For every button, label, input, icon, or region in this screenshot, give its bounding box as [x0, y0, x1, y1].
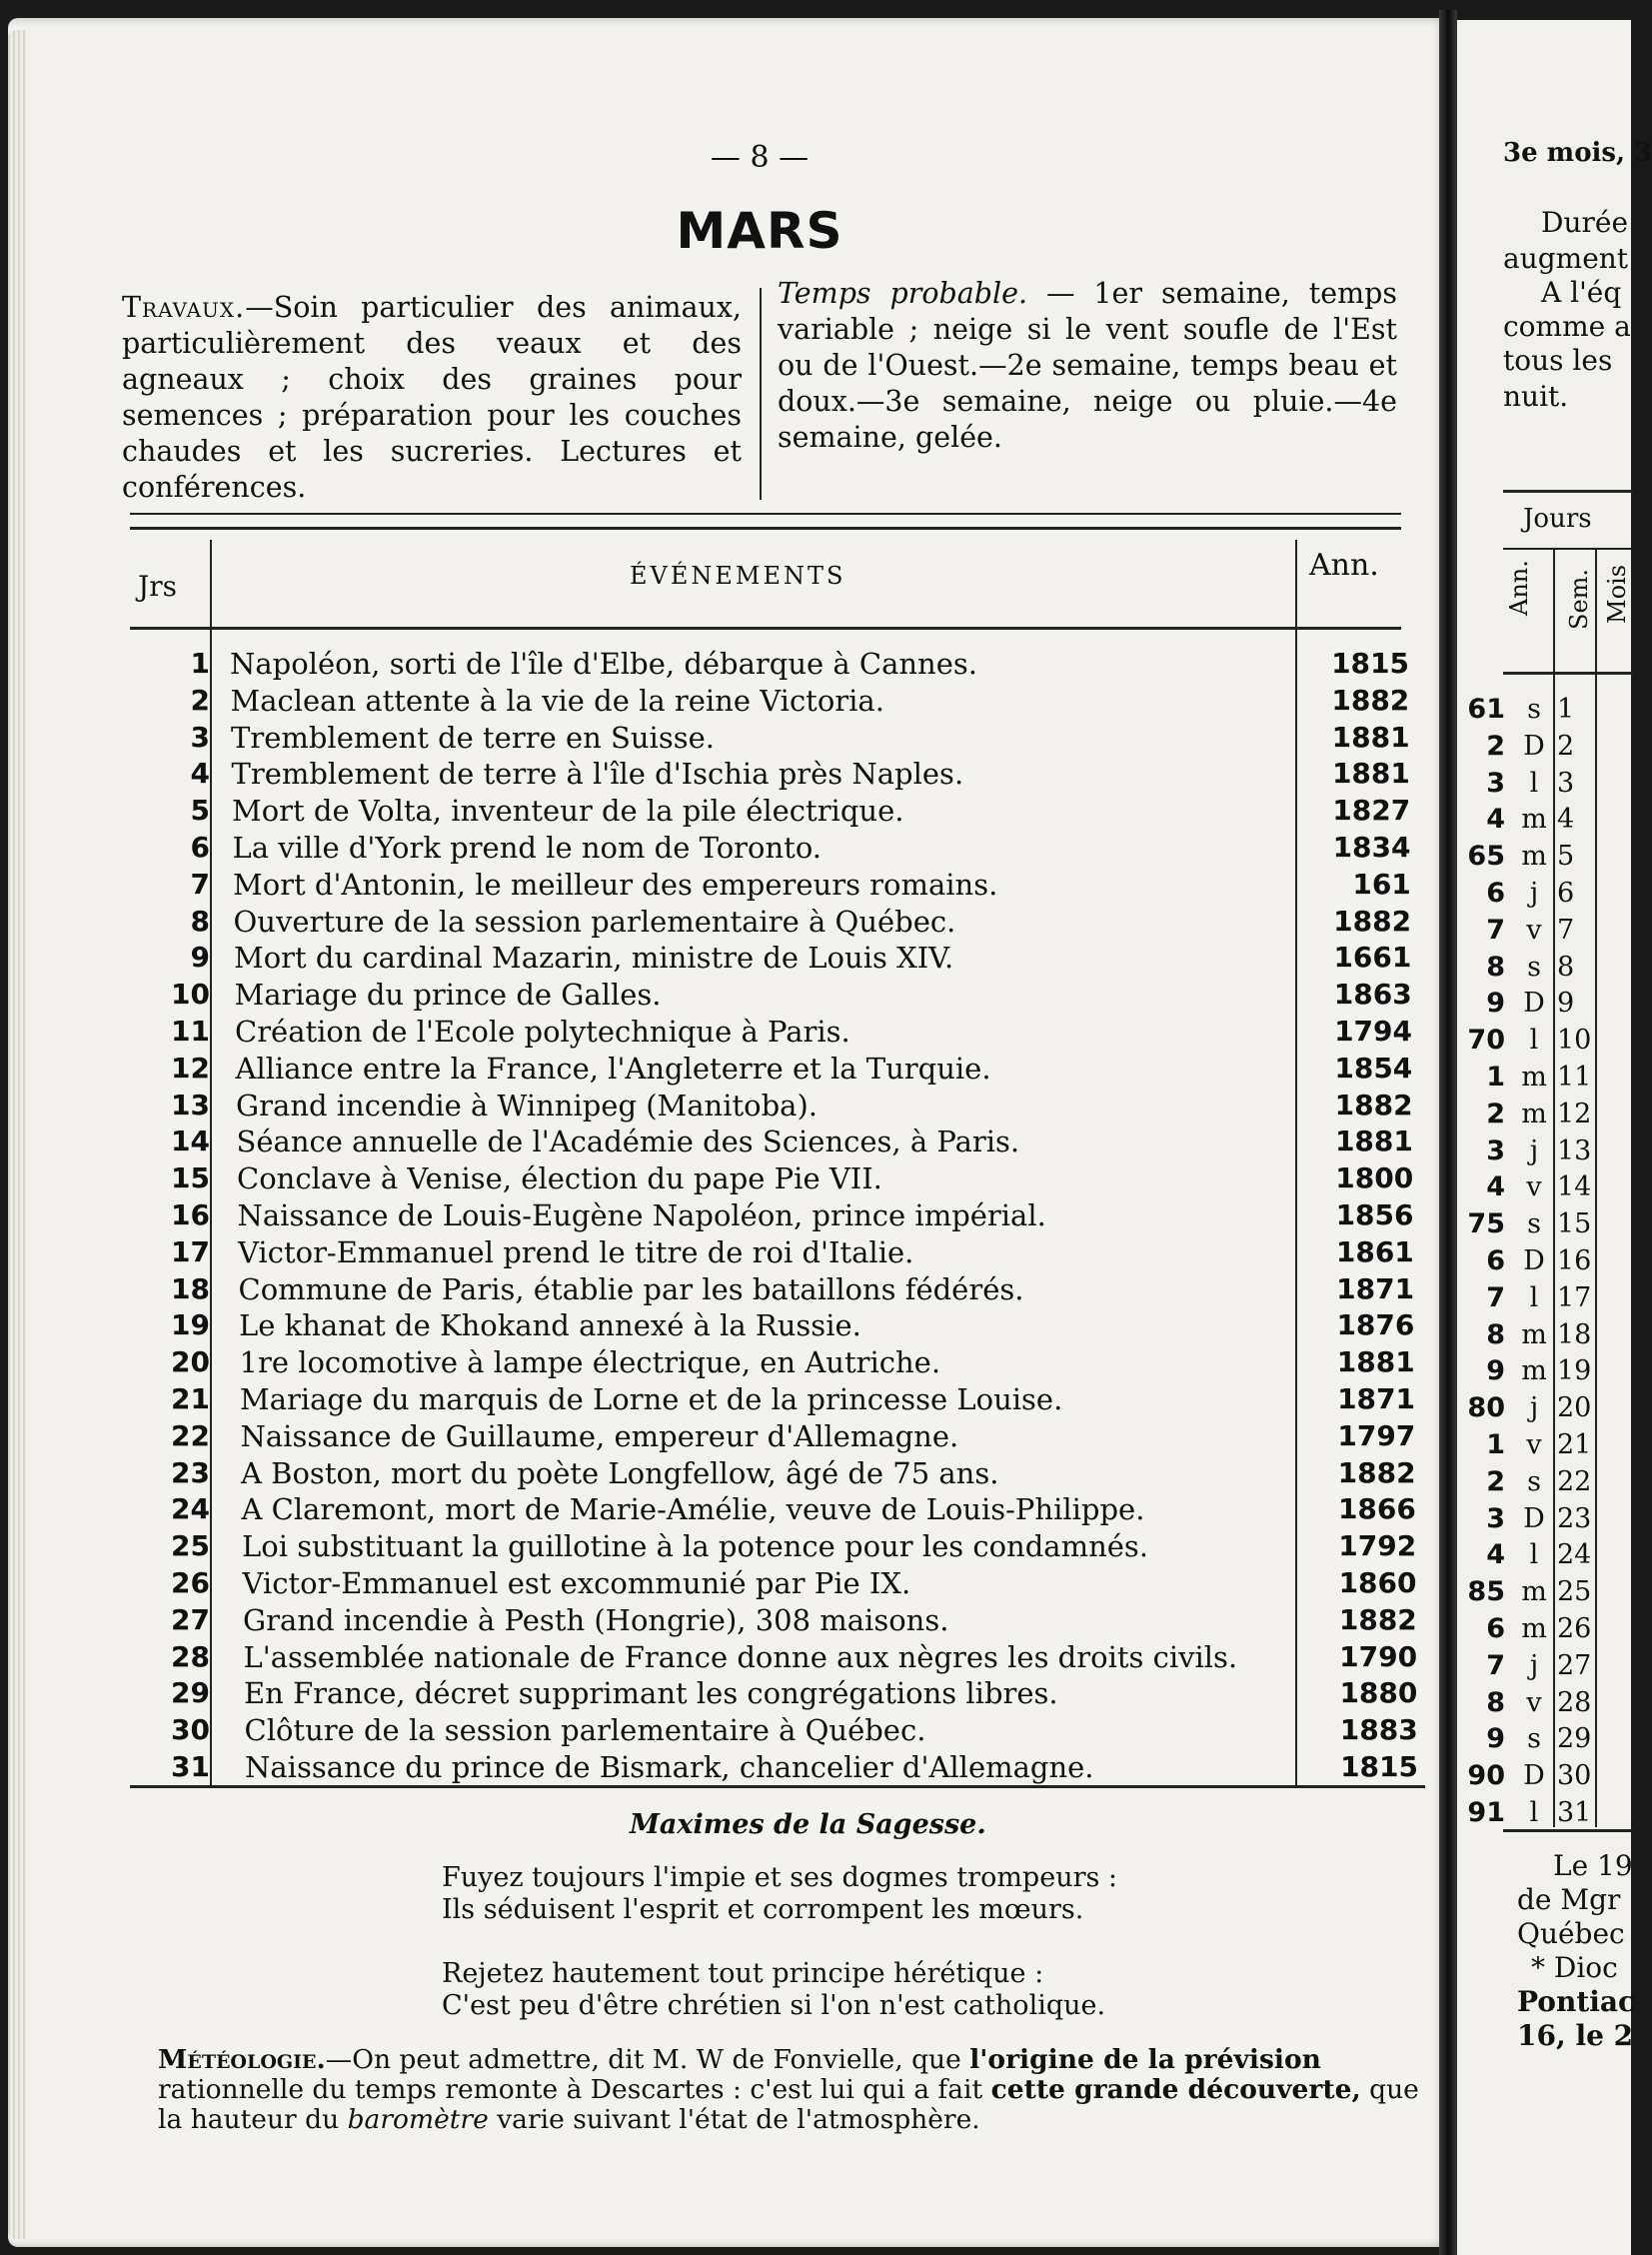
event-text: Naissance de Guillaume, empereur d'Allemagne.	[240, 1418, 959, 1453]
right-intro-line: tous les	[1503, 344, 1613, 377]
day-number: 12	[171, 1051, 210, 1085]
weekday: v	[1526, 1429, 1542, 1460]
ann-day: 9	[1486, 1723, 1505, 1755]
event-text: La ville d'York prend le nom de Toronto.	[232, 831, 823, 865]
event-year: 1882	[1334, 1088, 1413, 1122]
ann-day: 2	[1486, 730, 1505, 762]
right-col-header: Mois	[1603, 564, 1631, 624]
day-number: 17	[171, 1234, 210, 1268]
month-day: 5	[1557, 841, 1575, 873]
month-day: 20	[1557, 1392, 1592, 1424]
month-day: 6	[1557, 878, 1575, 909]
ann-day: 7	[1486, 914, 1505, 946]
day-number: 28	[171, 1639, 210, 1673]
right-intro-line: Durée	[1541, 206, 1629, 239]
weekday: j	[1529, 878, 1539, 909]
ann-day: 80	[1467, 1392, 1505, 1424]
weekday: m	[1521, 1098, 1547, 1129]
event-year: 1882	[1331, 683, 1410, 717]
right-table-label: Jours	[1523, 504, 1592, 534]
event-text: Mariage du marquis de Lorne et de la princesse Louise.	[240, 1382, 1063, 1416]
maxime-line: Rejetez hautement tout principe hérétique :	[442, 1958, 1044, 1989]
ann-day: 70	[1467, 1025, 1505, 1057]
event-text: Séance annuelle de l'Académie des Sciences, à Paris.	[236, 1125, 1020, 1159]
ann-day: 6	[1486, 1245, 1505, 1276]
table-row	[110, 683, 1429, 720]
event-text: Grand incendie à Winnipeg (Manitoba).	[236, 1088, 818, 1123]
day-number: 2	[190, 683, 210, 717]
day-number: 26	[171, 1566, 210, 1599]
table-row	[110, 1749, 1429, 1786]
ann-day: 9	[1486, 1355, 1505, 1387]
ann-day: 3	[1486, 1134, 1505, 1166]
event-year: 1815	[1331, 647, 1409, 680]
day-number: 7	[190, 867, 210, 901]
right-footer-line: de Mgr	[1517, 1883, 1621, 1916]
month-day: 1	[1557, 694, 1575, 725]
ann-day: 2	[1486, 1098, 1505, 1129]
month-day: 17	[1557, 1281, 1592, 1313]
month-day: 15	[1557, 1208, 1592, 1240]
event-year: 1661	[1333, 941, 1412, 975]
day-number: 30	[171, 1713, 210, 1747]
ann-day: 91	[1467, 1797, 1505, 1828]
day-number: 14	[171, 1125, 210, 1158]
event-text: Tremblement de terre en Suisse.	[231, 720, 715, 755]
table-row	[110, 1234, 1429, 1271]
event-year: 1883	[1339, 1713, 1418, 1747]
day-number: 27	[171, 1602, 210, 1636]
book-gutter	[1439, 10, 1457, 2255]
ann-day: 3	[1486, 1502, 1505, 1534]
table-row	[110, 1418, 1429, 1455]
right-column-rule	[1595, 550, 1597, 1827]
month-day: 26	[1557, 1613, 1592, 1644]
event-year: 1876	[1336, 1308, 1415, 1342]
ann-day: 7	[1486, 1649, 1505, 1681]
table-row	[110, 646, 1429, 683]
table-row	[110, 1565, 1429, 1602]
ann-day: 8	[1486, 951, 1505, 983]
event-text: Victor-Emmanuel prend le titre de roi d'Italie.	[238, 1234, 914, 1269]
event-year: 1860	[1338, 1566, 1417, 1599]
event-year: 1794	[1334, 1015, 1412, 1048]
month-day: 14	[1557, 1171, 1592, 1203]
event-year: 1834	[1332, 831, 1411, 864]
month-day: 8	[1557, 951, 1575, 983]
day-number: 19	[171, 1308, 210, 1342]
month-day: 24	[1557, 1539, 1592, 1571]
event-year: 1861	[1335, 1234, 1414, 1268]
day-number: 24	[171, 1492, 210, 1526]
month-day: 3	[1557, 767, 1575, 799]
table-row	[110, 1124, 1429, 1160]
event-text: Maclean attente à la vie de la reine Victoria.	[230, 683, 884, 718]
table-row	[110, 1528, 1429, 1565]
month-day: 28	[1557, 1686, 1592, 1718]
weekday: l	[1529, 767, 1539, 799]
table-row	[110, 867, 1429, 904]
weekday: v	[1526, 914, 1542, 946]
weekday: l	[1529, 1025, 1539, 1057]
meteo-text: rationnelle du temps remonte à Descartes : c'est lui qui a fait	[158, 2074, 991, 2105]
event-text: A Boston, mort du poète Longfellow, âgé de 75 ans.	[241, 1455, 999, 1490]
event-year: 1882	[1337, 1455, 1416, 1489]
page-edge	[8, 30, 26, 2239]
ann-day: 8	[1486, 1686, 1505, 1718]
table-row	[110, 1344, 1429, 1381]
right-intro-line: augment	[1503, 242, 1629, 275]
meteo-italic: baromètre	[347, 2104, 489, 2135]
table-row	[110, 1197, 1429, 1234]
event-text: Naissance du prince de Bismark, chancelier d'Allemagne.	[245, 1750, 1094, 1784]
table-bottom-rule	[130, 1785, 1425, 1788]
weekday: D	[1523, 1760, 1545, 1792]
right-page-header: 3e mois, 3	[1503, 138, 1652, 168]
weekday: m	[1521, 1318, 1547, 1350]
event-text: Mort du cardinal Mazarin, ministre de Louis XIV.	[234, 941, 954, 976]
weekday: m	[1521, 1062, 1547, 1093]
weekday: D	[1523, 988, 1545, 1020]
meteo-text: —On peut admettre, dit M. W de Fonvielle, que	[325, 2044, 970, 2075]
event-year: 1881	[1336, 1345, 1415, 1379]
event-year: 1827	[1332, 794, 1411, 828]
column-divider	[760, 288, 762, 500]
right-table-rule	[1503, 548, 1633, 550]
month-day: 25	[1557, 1576, 1592, 1608]
temps-paragraph	[778, 276, 1397, 456]
weekday: j	[1529, 1649, 1539, 1681]
temps-label: Temps probable.	[778, 277, 1028, 310]
event-text: Mariage du prince de Galles.	[234, 978, 662, 1013]
month-day: 30	[1557, 1760, 1592, 1792]
right-intro-line: A l'éq	[1541, 276, 1622, 309]
header-event: ÉVÉNEMENTS	[630, 562, 846, 590]
table-row	[110, 793, 1429, 830]
weekday: D	[1523, 1245, 1545, 1276]
event-year: 1854	[1334, 1051, 1413, 1085]
table-row	[110, 1051, 1429, 1088]
month-day: 4	[1557, 804, 1575, 836]
right-intro-line: comme a	[1503, 310, 1631, 343]
event-text: Napoléon, sorti de l'île d'Elbe, débarque à Cannes.	[230, 647, 977, 681]
day-number: 31	[171, 1750, 210, 1783]
event-year: 1881	[1331, 720, 1410, 754]
day-number: 1	[190, 647, 210, 680]
month-day: 29	[1557, 1723, 1592, 1755]
month-day: 19	[1557, 1355, 1592, 1387]
ann-day: 3	[1486, 767, 1505, 799]
right-table-rule	[1503, 490, 1633, 493]
ann-day: 90	[1467, 1760, 1505, 1792]
event-year: 1882	[1338, 1602, 1417, 1636]
day-number: 20	[171, 1345, 210, 1379]
event-text: Le khanat de Khokand annexé à la Russie.	[239, 1308, 861, 1343]
ann-day: 65	[1467, 841, 1505, 873]
maximes-title: Maximes de la Sagesse.	[630, 1809, 986, 1840]
event-year: 1790	[1339, 1639, 1418, 1673]
day-number: 4	[190, 757, 210, 791]
header-year: Ann.	[1309, 548, 1379, 583]
right-column-rule	[1553, 550, 1555, 1827]
ann-day: 8	[1486, 1318, 1505, 1350]
month-day: 16	[1557, 1245, 1592, 1276]
event-year: 1871	[1337, 1382, 1415, 1415]
maxime-line: Ils séduisent l'esprit et corrompent les mœurs.	[442, 1894, 1084, 1925]
table-row	[110, 1602, 1429, 1639]
weekday: v	[1526, 1686, 1542, 1718]
ann-day: 1	[1486, 1062, 1505, 1093]
meteo-text: varie suivant l'état de l'atmosphère.	[488, 2104, 980, 2135]
month-day: 31	[1557, 1797, 1592, 1828]
month-day: 7	[1557, 914, 1575, 946]
weekday: m	[1521, 1355, 1547, 1387]
travaux-text: —Soin particulier des animaux, particulièrement des veaux et des agneaux ; choix des graines pour semences ; préparation pour les couches chaudes et les sucreries. Lectures et conférences.	[122, 291, 742, 504]
table-row	[110, 1491, 1429, 1528]
event-year: 1856	[1335, 1198, 1414, 1231]
event-year: 1882	[1333, 904, 1412, 938]
event-text: Ouverture de la session parlementaire à Québec.	[233, 904, 956, 939]
day-number: 21	[171, 1382, 210, 1415]
ann-day: 4	[1486, 804, 1505, 836]
day-number: 22	[171, 1418, 210, 1452]
day-number: 3	[190, 720, 210, 754]
ann-day: 6	[1486, 1613, 1505, 1644]
weekday: l	[1529, 1797, 1539, 1828]
weekday: j	[1529, 1392, 1539, 1424]
day-number: 10	[171, 978, 210, 1012]
event-text: Mort de Volta, inventeur de la pile électrique.	[232, 794, 904, 829]
weekday: s	[1527, 951, 1541, 983]
temps-text: — 1er semaine, temps variable ; neige si le vent soufle de l'Est ou de l'Ouest.—2e semaine, temps beau et doux.—3e semaine, neige ou pluie.—4e semaine, gelée.	[778, 277, 1397, 454]
month-day: 18	[1557, 1318, 1592, 1350]
ann-day: 85	[1467, 1576, 1505, 1608]
page-number: — 8 —	[710, 140, 810, 175]
right-intro-line: nuit.	[1503, 380, 1569, 413]
table-row	[110, 1160, 1429, 1197]
table-top-rule	[130, 513, 1401, 530]
maxime-line: Fuyez toujours l'impie et ses dogmes trompeurs :	[442, 1862, 1118, 1893]
event-text: 1re locomotive à lampe électrique, en Autriche.	[239, 1345, 941, 1380]
event-text: Grand incendie à Pesth (Hongrie), 308 maisons.	[243, 1602, 949, 1637]
right-footer-line: Québec	[1517, 1917, 1625, 1950]
event-text: A Claremont, mort de Marie-Amélie, veuve de Louis-Philippe.	[241, 1492, 1145, 1527]
day-number: 16	[171, 1198, 210, 1231]
month-day: 13	[1557, 1134, 1592, 1166]
table-row	[110, 830, 1429, 867]
month-day: 12	[1557, 1098, 1592, 1129]
event-year: 1866	[1337, 1492, 1416, 1526]
event-text: Tremblement de terre à l'île d'Ischia près Naples.	[231, 757, 964, 792]
weekday: s	[1527, 1723, 1541, 1755]
right-col-header: Ann.	[1505, 560, 1533, 616]
ann-day: 4	[1486, 1171, 1505, 1203]
event-year: 1881	[1334, 1125, 1413, 1158]
event-year: 1880	[1339, 1676, 1418, 1710]
event-year: 1815	[1340, 1750, 1418, 1783]
table-row	[110, 1675, 1429, 1712]
table-row	[110, 1271, 1429, 1308]
event-text: Création de l'Ecole polytechnique à Paris.	[235, 1015, 850, 1049]
table-row	[110, 904, 1429, 941]
event-text: L'assemblée nationale de France donne aux nègres les droits civils.	[243, 1639, 1238, 1674]
right-footer-line: Le 19	[1553, 1849, 1633, 1882]
event-year: 1871	[1336, 1271, 1415, 1305]
event-text: Loi substituant la guillotine à la potence pour les condamnés.	[242, 1529, 1149, 1564]
table-row	[110, 720, 1429, 757]
month-day: 22	[1557, 1465, 1592, 1497]
event-year: 1792	[1338, 1529, 1417, 1563]
ann-day: 9	[1486, 988, 1505, 1020]
ann-day: 61	[1467, 694, 1505, 725]
meteo-label: Météologie.	[158, 2044, 326, 2075]
month-day: 9	[1557, 988, 1575, 1020]
weekday: D	[1523, 1502, 1545, 1534]
table-row	[110, 1712, 1429, 1749]
month-day: 21	[1557, 1429, 1592, 1460]
event-text: Mort d'Antonin, le meilleur des empereurs romains.	[233, 867, 998, 902]
day-number: 25	[171, 1529, 210, 1563]
header-day: Jrs	[138, 570, 177, 603]
event-year: 1797	[1337, 1418, 1416, 1452]
day-number: 5	[190, 794, 210, 828]
event-text: Clôture de la session parlementaire à Québec.	[244, 1713, 926, 1748]
ann-day: 6	[1486, 878, 1505, 909]
meteo-bold: cette grande découverte,	[990, 2074, 1361, 2105]
right-footer-line: * Dioc	[1531, 1951, 1618, 1984]
weekday: m	[1521, 1613, 1547, 1644]
month-day: 27	[1557, 1649, 1592, 1681]
right-page	[1457, 20, 1652, 2255]
event-text: En France, décret supprimant les congrégations libres.	[244, 1676, 1058, 1711]
day-number: 29	[171, 1676, 210, 1710]
day-number: 9	[190, 941, 210, 975]
weekday: D	[1523, 730, 1545, 762]
travaux-label: Travaux.	[122, 291, 246, 324]
weekday: j	[1529, 1134, 1539, 1166]
day-number: 13	[171, 1088, 210, 1122]
table-row	[110, 1307, 1429, 1344]
meteo-text: que la hauteur du	[158, 2074, 1419, 2135]
table-row	[110, 1639, 1429, 1676]
weekday: l	[1529, 1539, 1539, 1571]
weekday: m	[1521, 841, 1547, 873]
right-footer-line: Pontiac	[1517, 1985, 1636, 2018]
table-row	[110, 1455, 1429, 1492]
day-number: 11	[171, 1015, 210, 1048]
weekday: s	[1527, 1465, 1541, 1497]
ann-day: 1	[1486, 1429, 1505, 1460]
event-year: 1800	[1335, 1161, 1414, 1195]
day-number: 18	[171, 1271, 210, 1305]
table-row	[110, 1014, 1429, 1051]
table-row	[110, 1088, 1429, 1125]
table-row	[110, 977, 1429, 1014]
day-number: 8	[190, 904, 210, 938]
ann-day: 75	[1467, 1208, 1505, 1240]
month-day: 23	[1557, 1502, 1592, 1534]
month-day: 2	[1557, 730, 1575, 762]
table-row	[110, 1381, 1429, 1418]
table-row	[110, 940, 1429, 977]
month-day: 11	[1557, 1062, 1592, 1093]
event-text: Conclave à Venise, élection du pape Pie VII.	[237, 1161, 882, 1196]
day-number: 23	[171, 1455, 210, 1489]
maxime-line: C'est peu d'être chrétien si l'on n'est catholique.	[442, 1990, 1106, 2021]
event-year: 1863	[1333, 978, 1412, 1012]
ann-day: 4	[1486, 1539, 1505, 1571]
event-text: Naissance de Louis-Eugène Napoléon, prince impérial.	[237, 1198, 1046, 1232]
right-col-header: Sem.	[1565, 568, 1593, 630]
page-title: MARS	[676, 202, 843, 260]
weekday: l	[1529, 1281, 1539, 1313]
meteo-paragraph	[158, 2045, 1427, 2135]
day-number: 15	[171, 1161, 210, 1195]
weekday: s	[1527, 1208, 1541, 1240]
weekday: m	[1521, 1576, 1547, 1608]
right-table-rule	[1503, 1829, 1633, 1832]
weekday: s	[1527, 694, 1541, 725]
event-text: Commune de Paris, établie par les bataillons fédérés.	[238, 1271, 1024, 1306]
month-day: 10	[1557, 1025, 1592, 1057]
event-text: Victor-Emmanuel est excommunié par Pie IX.	[242, 1566, 911, 1600]
header-rule	[130, 627, 1401, 630]
event-year: 1881	[1331, 757, 1410, 791]
ann-day: 2	[1486, 1465, 1505, 1497]
ann-day: 7	[1486, 1281, 1505, 1313]
event-text: Alliance entre la France, l'Angleterre et la Turquie.	[235, 1051, 991, 1086]
travaux-paragraph	[122, 290, 742, 506]
weekday: v	[1526, 1171, 1542, 1203]
day-number: 6	[190, 831, 210, 864]
weekday: m	[1521, 804, 1547, 836]
event-year: 161	[1352, 867, 1411, 901]
right-footer-line: 16, le 2	[1517, 2019, 1634, 2052]
table-row	[110, 756, 1429, 793]
right-table-rule	[1503, 672, 1633, 675]
meteo-bold: l'origine de la prévision	[969, 2044, 1321, 2075]
